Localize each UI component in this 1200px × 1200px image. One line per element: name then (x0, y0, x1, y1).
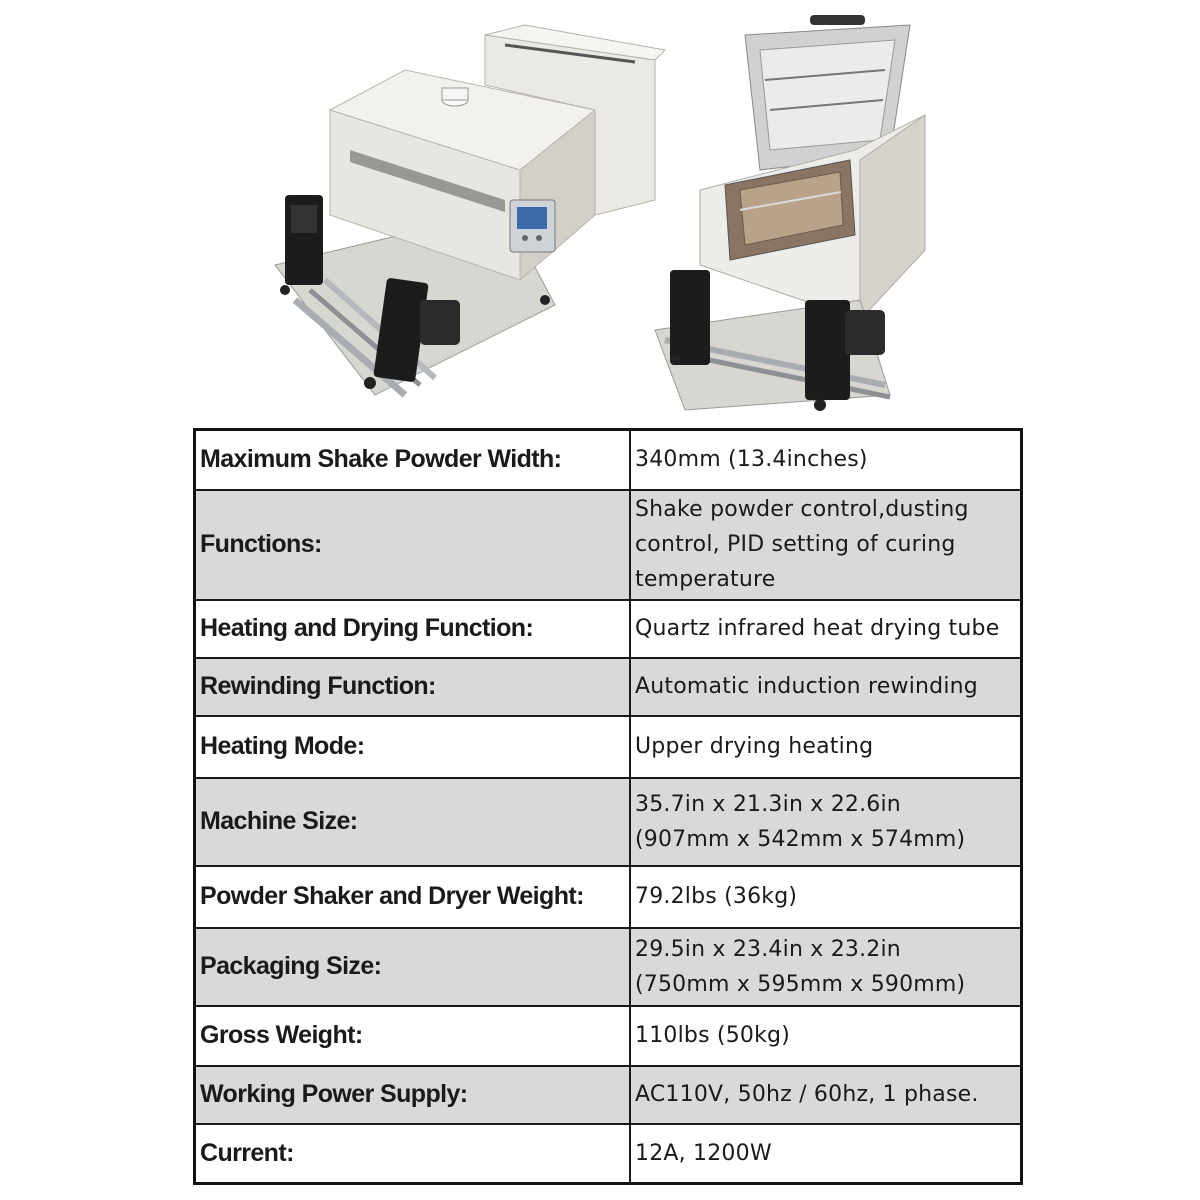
spec-label: Packaging Size: (195, 928, 631, 1006)
spec-row (195, 716, 1022, 778)
spec-label: Heating and Drying Function: (195, 600, 631, 658)
spec-value-line: 35.7in x 21.3in x 22.6in (635, 791, 901, 817)
spec-value-line: 340mm (13.4inches) (635, 447, 868, 473)
spec-label: Functions: (195, 490, 631, 600)
spec-value (630, 430, 1022, 490)
spec-value-line: Quartz infrared heat drying tube (635, 616, 1000, 641)
spec-value (630, 1066, 1022, 1124)
spec-row (195, 1066, 1022, 1124)
spec-value (630, 778, 1022, 866)
spec-label: Machine Size: (195, 778, 631, 866)
spec-label: Heating Mode: (195, 716, 631, 778)
spec-value (630, 928, 1022, 1006)
spec-row (195, 600, 1022, 658)
spec-row (195, 490, 1022, 600)
spec-value (630, 1006, 1022, 1066)
spec-table-body (195, 430, 1022, 1184)
spec-label: Working Power Supply: (195, 1066, 631, 1124)
spec-row (195, 658, 1022, 716)
spec-row (195, 778, 1022, 866)
spec-value-line: 79.2lbs (36kg) (635, 884, 798, 909)
spec-value-line: 110lbs (50kg) (635, 1023, 790, 1048)
spec-value-line: (750mm x 595mm x 590mm) (635, 971, 966, 997)
spec-value-line: temperature (635, 567, 776, 592)
spec-label: Maximum Shake Powder Width: (195, 430, 631, 490)
spec-label: Current: (195, 1124, 631, 1184)
spec-value-line: AC110V, 50hz / 60hz, 1 phase. (635, 1082, 979, 1107)
spec-label: Powder Shaker and Dryer Weight: (195, 866, 631, 928)
spec-value (630, 600, 1022, 658)
powder-shaker-closed-image (255, 0, 675, 420)
spec-table (193, 428, 1023, 1185)
spec-row (195, 1006, 1022, 1066)
spec-value-line: Shake powder control,dusting (635, 497, 969, 522)
spec-value-line: control, PID setting of curing (635, 532, 956, 557)
spec-value (630, 658, 1022, 716)
spec-value (630, 490, 1022, 600)
spec-value-line: 12A, 1200W (635, 1140, 772, 1166)
spec-value-line: 29.5in x 23.4in x 23.2in (635, 936, 901, 962)
spec-row (195, 928, 1022, 1006)
spec-value (630, 1124, 1022, 1184)
spec-value (630, 716, 1022, 778)
spec-value-line: (907mm x 542mm x 574mm) (635, 826, 966, 852)
spec-row (195, 866, 1022, 928)
spec-value-line: Upper drying heating (635, 734, 874, 759)
spec-row (195, 1124, 1022, 1184)
spec-row (195, 430, 1022, 490)
spec-label: Rewinding Function: (195, 658, 631, 716)
spec-value (630, 866, 1022, 928)
spec-label: Gross Weight: (195, 1006, 631, 1066)
spec-value-line: Automatic induction rewinding (635, 674, 978, 699)
powder-shaker-open-image (645, 0, 945, 420)
